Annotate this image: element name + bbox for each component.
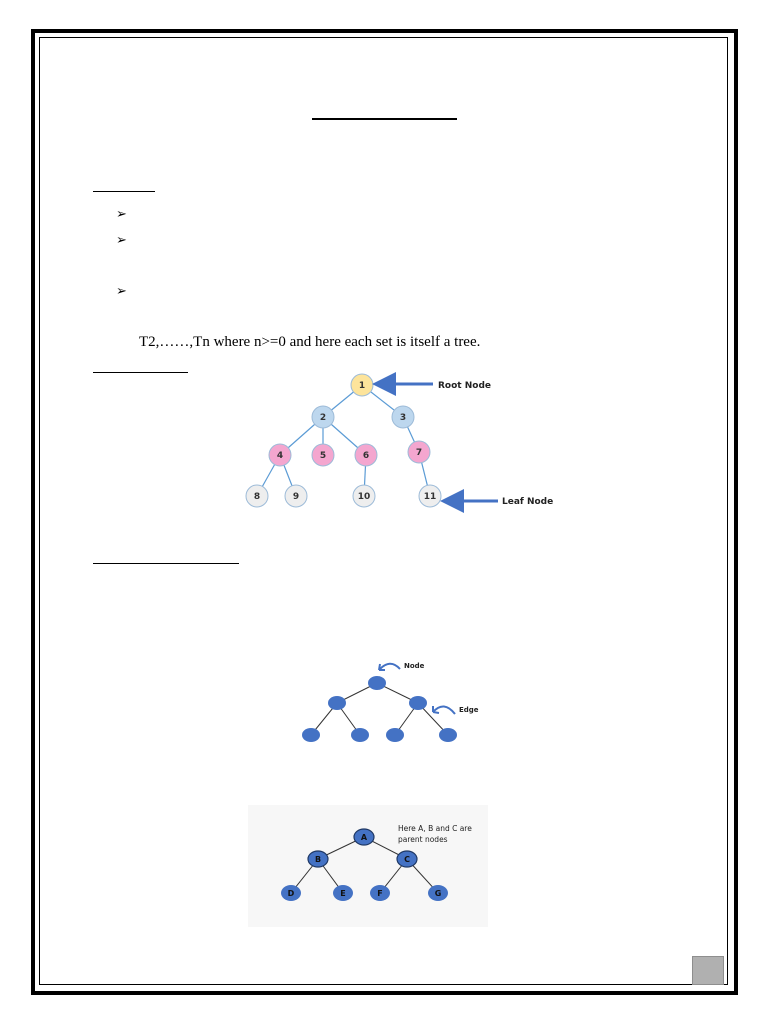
tree-diagram-numbered	[240, 365, 560, 530]
tree-node	[368, 676, 386, 690]
node-label: C	[404, 855, 410, 864]
page-number-box	[692, 956, 724, 985]
tree-node	[328, 696, 346, 710]
tree-node	[386, 728, 404, 742]
tree-node	[439, 728, 457, 742]
edge-callout-label: Edge	[459, 706, 479, 714]
node-label: 8	[253, 492, 261, 502]
tree-diagram-node-edge	[296, 652, 479, 752]
node-label: 1	[358, 381, 366, 391]
section-heading-underline-2	[93, 372, 188, 373]
parent-nodes-caption: Here A, B and C are	[398, 824, 472, 833]
node-label: 5	[319, 451, 327, 461]
tree-diagram-lettered	[248, 805, 488, 927]
node-label: 2	[319, 413, 327, 423]
node-label: D	[287, 889, 295, 898]
section-heading-underline-3	[93, 563, 239, 564]
definition-text: T2,……,Tn where n>=0 and here each set is itself a tree.	[139, 334, 481, 350]
section-heading-underline-1	[93, 191, 155, 192]
node-label: 11	[423, 492, 437, 502]
node-label: 3	[399, 413, 407, 423]
node-callout-label: Node	[404, 662, 425, 670]
leaf-node-label: Leaf Node	[502, 497, 554, 507]
bullet-icon: ➢	[116, 207, 127, 222]
parent-nodes-caption: parent nodes	[398, 835, 448, 844]
tree-node	[409, 696, 427, 710]
node-label: 4	[276, 451, 284, 461]
bullet-icon: ➢	[116, 284, 127, 299]
node-label: E	[340, 889, 346, 898]
node-label: 10	[357, 492, 371, 502]
node-label: 9	[292, 492, 300, 502]
node-label: 7	[415, 448, 423, 458]
node-label: F	[377, 889, 383, 898]
tree-node	[302, 728, 320, 742]
title-underline	[312, 118, 457, 120]
node-label: B	[314, 855, 322, 864]
tree-node	[351, 728, 369, 742]
node-label: 6	[362, 451, 370, 461]
node-label: G	[434, 889, 442, 898]
bullet-icon: ➢	[116, 233, 127, 248]
node-label: A	[360, 833, 368, 842]
root-node-label: Root Node	[438, 381, 491, 391]
